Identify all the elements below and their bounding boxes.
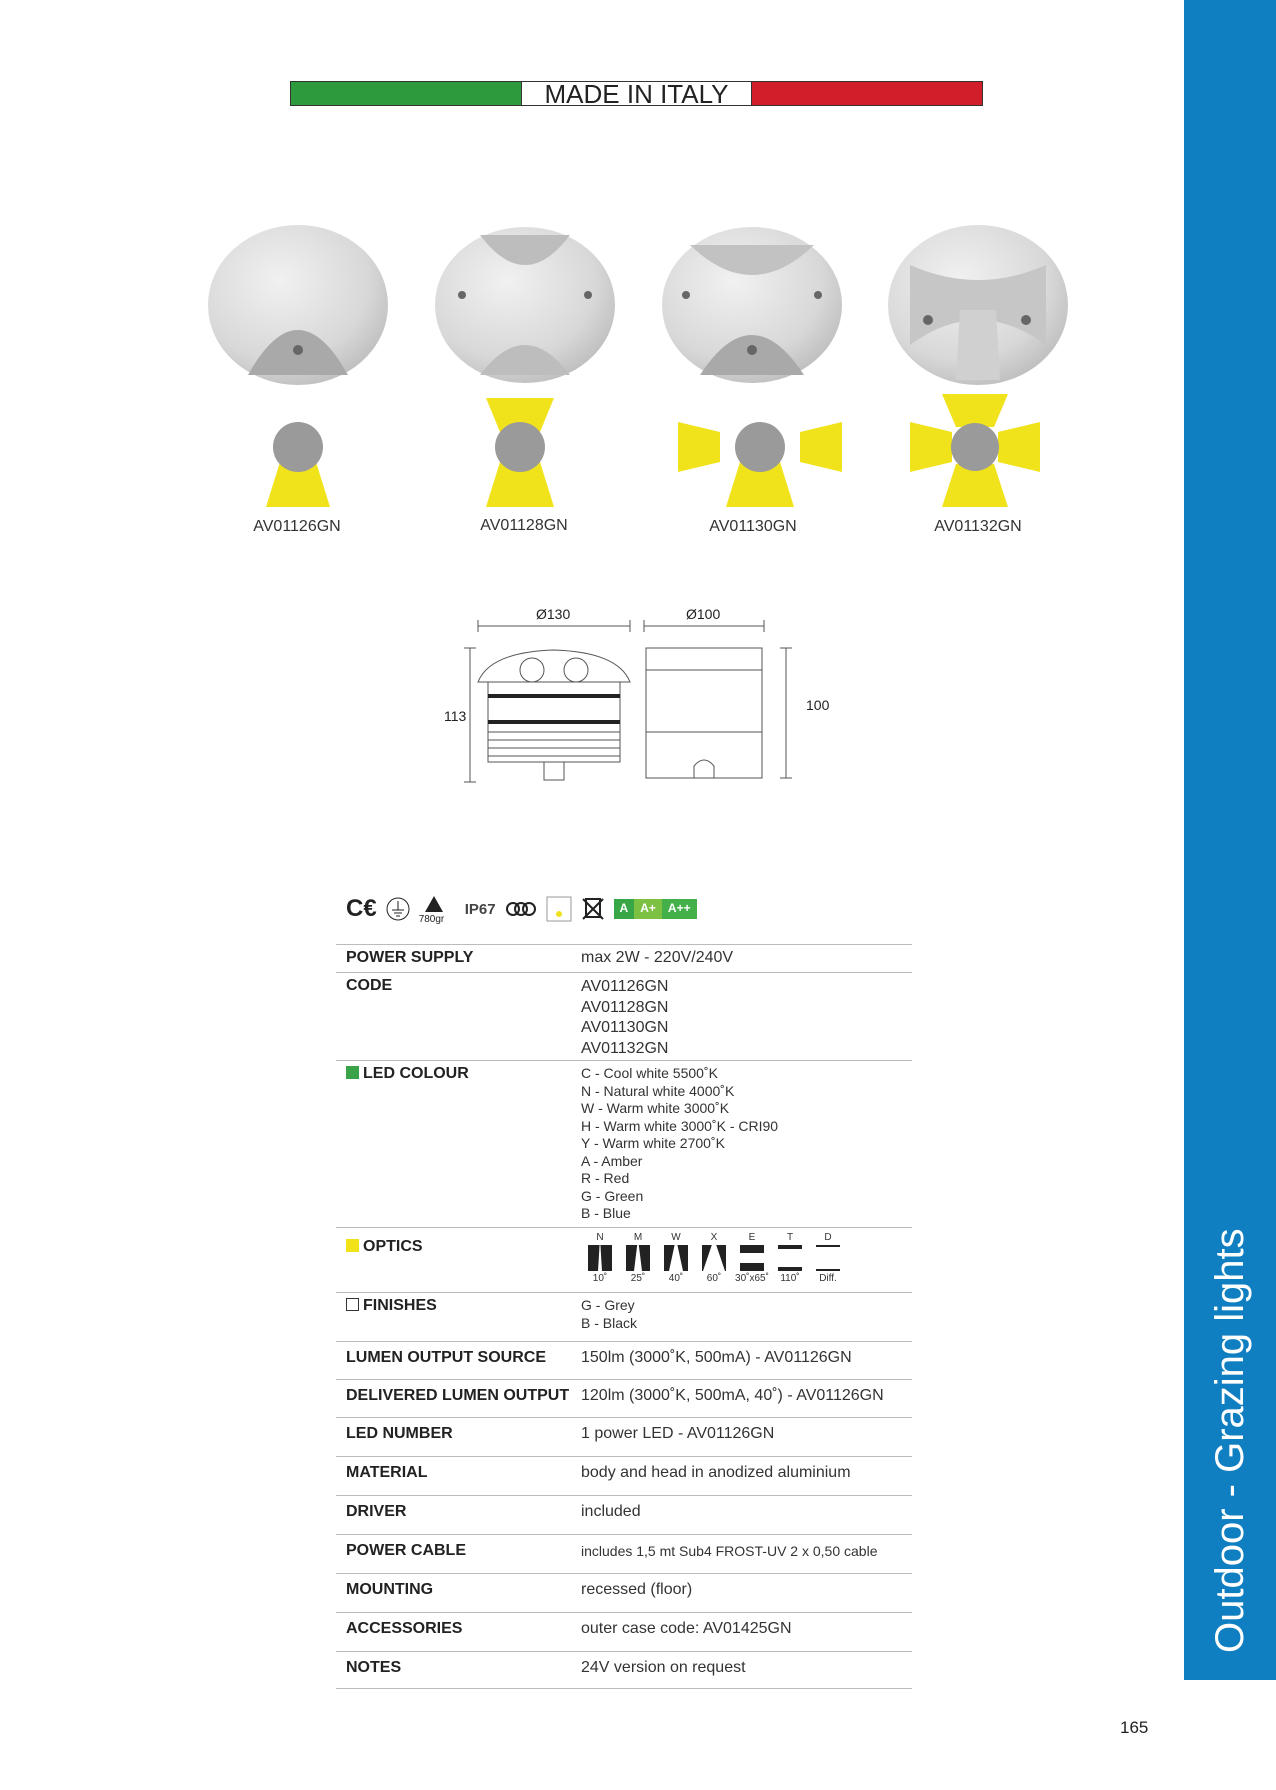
certification-icons <box>346 892 697 926</box>
optic-x <box>695 1232 733 1284</box>
spec-value: included <box>581 1503 641 1520</box>
flag-red <box>752 82 982 105</box>
optic-angle: 60˚ <box>706 1273 722 1284</box>
height-100-label: 100 <box>806 697 830 713</box>
spec-label: OPTICS <box>336 1228 581 1292</box>
product-code-2: AV01128GN <box>480 517 568 534</box>
technical-drawing <box>440 600 820 800</box>
product-photo-2 <box>435 227 615 383</box>
beam-pattern-icon <box>816 1245 840 1271</box>
optic-angle: 110˚ <box>780 1273 800 1284</box>
spec-row-optics <box>336 1227 912 1292</box>
height-113-label: 113 <box>444 708 467 724</box>
optic-code: T <box>786 1232 794 1243</box>
product-photos <box>200 225 1100 415</box>
spec-value: 24V version on request <box>581 1659 746 1676</box>
optic-n <box>581 1232 619 1284</box>
weee-bin-icon <box>580 896 606 922</box>
spec-row-delivered-lumen <box>336 1379 912 1417</box>
beam-pattern-icon <box>626 1245 650 1271</box>
page-number: 165 <box>1120 1718 1149 1737</box>
beam-pattern-icon <box>664 1245 688 1271</box>
flag-green <box>291 82 521 105</box>
optics-list <box>581 1228 912 1292</box>
spec-label: NOTES <box>346 1659 402 1676</box>
diameter-130-label: Ø130 <box>536 606 571 622</box>
spec-row-material <box>336 1456 912 1495</box>
spec-label: DELIVERED LUMEN OUTPUT <box>346 1387 570 1404</box>
spec-label: POWER SUPPLY <box>346 949 474 966</box>
product-photo-3 <box>662 227 842 383</box>
made-in-italy-label: MADE IN ITALY <box>521 82 753 105</box>
spec-row-power-cable <box>336 1534 912 1573</box>
made-in-italy-banner <box>290 79 983 109</box>
optic-angle: 40˚ <box>668 1273 684 1284</box>
optic-d <box>809 1232 847 1284</box>
spec-value: body and head in anodized aluminium <box>581 1464 851 1481</box>
spec-label: ACCESSORIES <box>346 1620 463 1637</box>
beam-diagram-3 <box>678 422 842 507</box>
spec-table <box>336 944 912 1689</box>
optic-e <box>733 1232 771 1284</box>
optic-code: D <box>824 1232 832 1243</box>
spec-row-mounting <box>336 1573 912 1612</box>
spec-row-led-colour <box>336 1060 912 1227</box>
optic-code: N <box>596 1232 604 1243</box>
optic-code: X <box>710 1232 718 1243</box>
spec-value: 1 power LED - AV01126GN <box>581 1425 775 1442</box>
beam-diagrams <box>200 392 1100 512</box>
spec-label: MOUNTING <box>346 1581 434 1598</box>
optic-m <box>619 1232 657 1284</box>
spec-row-finishes <box>336 1292 912 1341</box>
category-title: Outdoor - Grazing lights <box>1208 1228 1252 1653</box>
beam-pattern-icon <box>740 1245 764 1271</box>
spec-value: G - Grey B - Black <box>581 1297 638 1331</box>
energy-class-icon: A A+ A++ <box>614 899 697 919</box>
spec-row-driver <box>336 1495 912 1534</box>
spec-row-code <box>336 972 912 1060</box>
diameter-100-label: Ø100 <box>686 606 721 622</box>
spec-row-accessories <box>336 1612 912 1651</box>
empty-square-icon <box>346 1298 359 1311</box>
beam-pattern-icon <box>778 1245 802 1271</box>
optic-code: E <box>748 1232 756 1243</box>
spec-label: DRIVER <box>346 1503 407 1520</box>
spec-value: 150lm (3000˚K, 500mA) - AV01126GN <box>581 1349 852 1366</box>
optic-angle: 10˚ <box>592 1273 608 1284</box>
led-lamp-icon <box>546 896 572 922</box>
spec-row-notes <box>336 1651 912 1689</box>
optic-angle: 30˚x65˚ <box>735 1273 769 1284</box>
weight-icon <box>419 894 449 924</box>
spec-label: CODE <box>346 977 393 994</box>
optic-code: M <box>633 1232 643 1243</box>
optic-code: W <box>671 1232 681 1243</box>
spec-value: max 2W - 220V/240V <box>581 949 734 966</box>
spec-label: LUMEN OUTPUT SOURCE <box>346 1349 546 1366</box>
spec-value: outer case code: AV01425GN <box>581 1620 792 1637</box>
beam-diagram-1 <box>266 422 330 507</box>
spec-label: LED NUMBER <box>346 1425 453 1442</box>
spec-value: recessed (floor) <box>581 1581 693 1598</box>
product-code-1: AV01126GN <box>253 518 341 535</box>
ce-mark-icon: C€ <box>346 895 377 922</box>
product-code-3: AV01130GN <box>709 518 797 535</box>
optic-w <box>657 1232 695 1284</box>
weight-value: 780gr <box>418 914 445 925</box>
beam-pattern-icon <box>702 1245 726 1271</box>
green-square-icon <box>346 1066 359 1079</box>
spec-value: C - Cool white 5500˚K N - Natural white 4000˚K W - Warm white 3000˚K H - Warm white 3000˚K - CRI90 Y - Warm white 2700˚K A - Amber R - Red G - Green B - Blue <box>581 1065 779 1221</box>
spec-label: MATERIAL <box>346 1464 428 1481</box>
spec-label: FINISHES <box>336 1293 581 1341</box>
rings-icon <box>504 900 538 918</box>
spec-row-power-supply <box>336 944 912 972</box>
beam-pattern-icon <box>588 1245 612 1271</box>
spec-value: AV01126GN AV01128GN AV01130GN AV01132GN <box>581 978 669 1057</box>
earth-ground-icon <box>385 896 411 922</box>
product-photo-4 <box>888 225 1068 385</box>
spec-label: POWER CABLE <box>346 1542 466 1559</box>
product-photo-1 <box>208 225 388 385</box>
spec-row-led-number <box>336 1417 912 1456</box>
optic-angle: 25˚ <box>630 1273 646 1284</box>
beam-diagram-4 <box>910 394 1040 507</box>
spec-row-lumen-source <box>336 1341 912 1379</box>
spec-value: includes 1,5 mt Sub4 FROST-UV 2 x 0,50 cable <box>581 1543 878 1559</box>
ip-rating: IP67 <box>464 900 496 918</box>
spec-value: 120lm (3000˚K, 500mA, 40˚) - AV01126GN <box>581 1387 884 1404</box>
optic-angle: Diff. <box>819 1273 837 1284</box>
yellow-square-icon <box>346 1239 359 1252</box>
product-code-4: AV01132GN <box>934 518 1022 535</box>
optic-t <box>771 1232 809 1284</box>
beam-diagram-2 <box>486 398 554 507</box>
spec-label: LED COLOUR <box>336 1061 581 1227</box>
